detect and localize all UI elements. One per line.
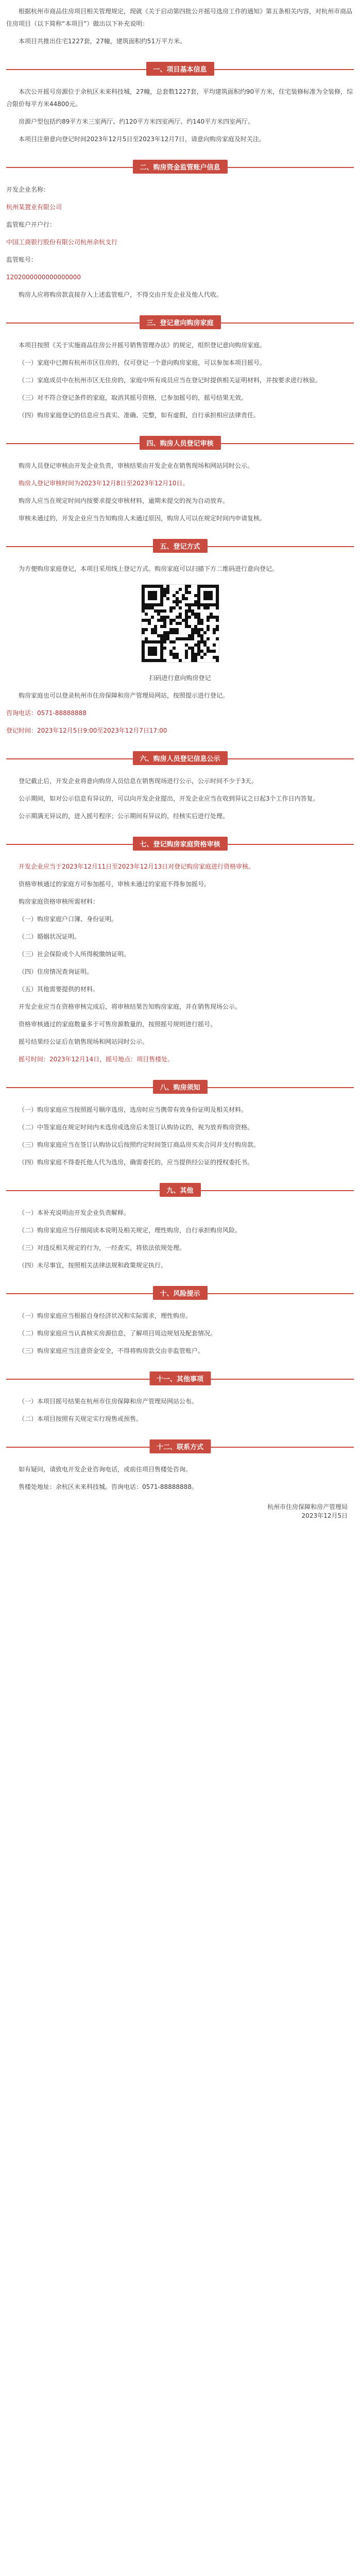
section-header (6, 1077, 354, 1097)
qr-module (207, 637, 210, 640)
qr-module (179, 606, 182, 609)
qr-module (185, 656, 188, 659)
qr-module (163, 647, 166, 650)
section-header (6, 433, 354, 453)
qr-module (213, 650, 216, 653)
section-title: 九、其他 (159, 1183, 200, 1197)
section-title: 七、登记购房家庭资格审核 (132, 837, 227, 851)
section-paragraph: 监管账号： (6, 256, 38, 263)
section-paragraph: 公示期满无异议的，进入摇号程序；公示期间有异议的，经核实后进行处理。 (19, 812, 229, 820)
qr-module (179, 588, 182, 591)
section-title: 三、登记意向购房家庭 (139, 315, 220, 329)
section-paragraph: 购房人员登记审核由开发企业负责，审核结果由开发企业在销售现场和网站同时公示。 (19, 462, 254, 469)
qr-module (145, 628, 148, 631)
section-header (6, 1436, 354, 1457)
qr-module (216, 637, 219, 640)
section-paragraph: （二）中签家庭在规定时间内未选房或选房后未签订认购协议的，视为放弃购房资格。 (19, 1124, 254, 1131)
qr-module (194, 659, 197, 662)
qr-module (213, 631, 216, 634)
qr-module (210, 597, 213, 600)
qr-module (203, 631, 207, 634)
section-header (6, 157, 354, 177)
section-title: 五、登记方式 (152, 539, 207, 553)
qr-module (179, 622, 182, 625)
qr-module (188, 616, 191, 619)
section-paragraph: （四）未尽事宜，按照相关法律法规和政策规定执行。 (19, 1262, 167, 1269)
section-paragraph: （五）其他需要提供的材料。 (19, 986, 99, 993)
qr-module (179, 600, 182, 603)
section-paragraph: 公示期间，如对公示信息有异议的，可以向开发企业提出，开发企业应当在收到异议之日起3个工作日内答复。 (19, 795, 319, 802)
section-paragraph: 售楼处地址：余杭区未来科技城。咨询电话：0571-88888888。 (19, 1483, 198, 1490)
section-header (6, 536, 354, 556)
qr-module (213, 643, 216, 647)
section-paragraph: 本项目注册意向登记时间2023年12月5日至2023年12月7日，请意向购房家庭及时关注。 (19, 135, 265, 143)
page-root (0, 5, 360, 2576)
section-header (6, 1180, 354, 1200)
intro-paragraph-2: 本项目共推出住宅1227套，27幢，建筑面积约51万平方米。 (19, 38, 186, 45)
qr-module (154, 597, 157, 600)
section-paragraph: 杭州某置业有限公司 (6, 204, 62, 211)
contact-phone: 咨询电话：0571-88888888 (6, 709, 87, 717)
content (0, 5, 360, 1524)
section-paragraph: （二）家庭成员中在杭州市区无住房的，家庭中所有成员应当在登记时提供相关证明材料，并按要求进行核验。 (19, 377, 322, 384)
section-title: 八、购房须知 (152, 1080, 207, 1094)
footer-date: 2023年12月5日 (301, 1512, 348, 1519)
section-paragraph: （四）购房家庭不得委托他人代为选房，确需委托的，应当提供经公证的授权委托书。 (19, 1159, 254, 1166)
registration-time: 登记时间：2023年12月5日9:00至2023年12月7日17:00 (6, 727, 167, 734)
section-paragraph: 开发企业应当于2023年12月11日至2023年12月13日对登记购房家庭进行资格审核。 (19, 863, 255, 870)
section-paragraph: 如有疑问，请致电开发企业咨询电话，或前往项目售楼处咨询。 (19, 1466, 192, 1473)
qr-module (163, 625, 166, 628)
qr-wrap (6, 584, 354, 663)
qr-module (145, 613, 148, 616)
section-paragraph: （二）购房家庭应当认真核实房源信息，了解项目周边规划及配套情况。 (19, 1330, 217, 1337)
qr-module (216, 628, 219, 631)
qr-module (176, 631, 179, 634)
section-paragraph: （四）住房情况查询证明。 (19, 968, 93, 975)
section-paragraph: （二）购房家庭应当仔细阅读本说明及相关规定，理性购房，自行承担购房风险。 (19, 1227, 242, 1234)
qr-module (173, 640, 176, 643)
section-paragraph: （三）对不符合登记条件的家庭，取消其摇号资格，已参加摇号的，摇号结果无效。 (19, 394, 248, 401)
qr-module (163, 659, 166, 662)
section-paragraph: 资格审核通过的家庭方可参加摇号，审核未通过的家庭不得参加摇号。 (19, 880, 211, 888)
qr-module (160, 603, 163, 606)
qr-module (197, 606, 200, 609)
section-paragraph: （一）购房家庭应当根据自身经济状况和实际需求，理性购房。 (19, 1312, 192, 1319)
qr-module (148, 622, 151, 625)
section-title: 二、购房资金监管账户信息 (132, 160, 227, 174)
qr-module (176, 591, 179, 594)
section-header (6, 312, 354, 333)
qr-caption: 扫码进行意向购房登记 (149, 674, 211, 682)
section-paragraph: 购房人登记审核时间为2023年12月8日至2023年12月10日。 (19, 480, 189, 487)
section-header (6, 834, 354, 854)
qr-code[interactable] (141, 584, 219, 663)
intro-paragraph: 根据杭州市商品住房项目相关管理规定，现就《关于启动第四批公开摇号选房工作的通知》第五条相关内容，对杭州市商品住房项目（以下简称“本项目”）做出以下补充说明： (6, 8, 353, 27)
section-paragraph: 审核未通过的，开发企业应当告知购房人未通过原因，购房人可以在规定时间内申请复核。 (19, 515, 266, 522)
section-paragraph: 房源户型包括约89平方米三室两厅、约120平方米四室两厅、约140平方米四室两厅。 (19, 118, 254, 125)
qr-module (173, 606, 176, 609)
section-paragraph: （一）家庭中已拥有杭州市区住房的，仅可登记一个意向购房家庭，可以参加本项目摇号。 (19, 359, 266, 366)
section-title: 四、购房人员登记审核 (139, 436, 220, 450)
footer (6, 1498, 354, 1524)
qr-module (216, 619, 219, 622)
section-paragraph: 购房人应将购房款直接存入上述监管账户，不得交由开发企业及他人代收。 (19, 291, 223, 298)
qr-module (191, 637, 194, 640)
section-paragraph: 摇号结果经公证后在销售现场和网站同时公示。 (19, 1038, 149, 1045)
section-paragraph: 本次公开摇号房源位于余杭区未来科技城，27幢，总套数1227套，平均建筑面积约90平方米，住宅装修标准为全装修，综合限价每平方米44800元。 (6, 88, 353, 108)
section-paragraph: （二）本项目按照有关规定实行现售或预售。 (19, 1415, 143, 1422)
section-paragraph: （一）购房家庭户口簿、身份证明。 (19, 916, 118, 923)
section-paragraph: 中国工商银行股份有限公司杭州余杭支行 (6, 239, 118, 246)
section-paragraph: （一）本项目摇号结果在杭州市住房保障和房产管理局网站公布。 (19, 1398, 198, 1405)
section-paragraph: 为方便购房家庭登记，本项目采用线上登记方式。购房家庭可以扫描下方二维码进行意向登记。 (19, 565, 279, 572)
qr-module (151, 616, 154, 619)
qr-module (207, 628, 210, 631)
qr-module (166, 597, 169, 600)
qr-module (185, 597, 188, 600)
footer-org: 杭州市住房保障和房产管理局 (267, 1503, 348, 1511)
section-paragraph: （三）社会保险或个人所得税缴纳证明。 (19, 951, 130, 958)
qr-module (163, 640, 166, 643)
qr-module (166, 591, 169, 594)
qr-module (207, 606, 210, 609)
qr-module (173, 647, 176, 650)
section-paragraph: 购房家庭也可以登录杭州市住房保障和房产管理局网站，按照提示进行登记。 (19, 692, 229, 699)
qr-module (154, 653, 157, 656)
section-header (6, 59, 354, 79)
section-paragraph: （二）婚姻状况证明。 (19, 933, 81, 940)
section-paragraph: 登记截止后，开发企业将意向购房人员信息在销售现场进行公示，公示时间不少于3天。 (19, 777, 258, 785)
qr-module (179, 659, 182, 662)
qr-module (188, 585, 191, 588)
qr-module (216, 659, 219, 662)
section-header (6, 1368, 354, 1389)
qr-module (142, 631, 145, 634)
qr-module (188, 591, 191, 594)
section-title: 十一、其他事项 (149, 1371, 211, 1385)
section-title: 六、购房人员登记信息公示 (132, 751, 227, 765)
section-paragraph: 1202000000000000000 (6, 274, 81, 281)
qr-module (169, 622, 173, 625)
section-title: 十二、联系方式 (149, 1439, 211, 1453)
qr-module (207, 619, 210, 622)
section-paragraph: （一）本补充说明由开发企业负责解释。 (19, 1209, 130, 1216)
section-paragraph: 开发企业名称： (6, 186, 50, 193)
section-header (6, 748, 354, 769)
section-paragraph: （三）对违反相关规定的行为，一经查实，将依法依规处理。 (19, 1244, 186, 1251)
qr-module (200, 622, 203, 625)
section-title: 一、项目基本信息 (146, 62, 214, 76)
section-paragraph: 购房人应当在规定时间内按要求提交审核材料，逾期未提交的视为自动放弃。 (19, 497, 229, 504)
section-paragraph: （四）购房家庭登记的信息应当真实、准确、完整，如有虚假，自行承担相应法律责任。 (19, 412, 260, 419)
qr-module (169, 609, 173, 613)
section-paragraph: 摇号时间：2023年12月14日，摇号地点：项目售楼处。 (19, 1056, 174, 1063)
section-paragraph: （一）购房家庭应当按照摇号顺序选房，选房时应当携带有效身份证明及相关材料。 (19, 1106, 248, 1113)
qr-module (163, 609, 166, 613)
section-paragraph: 监管账户开户行： (6, 221, 56, 228)
section-paragraph: 购房家庭资格审核所需材料： (19, 898, 99, 905)
section-paragraph: （三）购房家庭应当注意资金安全，不得将购房款交由非监管账户。 (19, 1347, 204, 1354)
section-title: 十、风险提示 (152, 1286, 207, 1300)
section-paragraph: 开发企业应当在资格审核完成后，将审核结果告知购房家庭，并在销售现场公示。 (19, 1003, 242, 1010)
section-header (6, 1283, 354, 1303)
section-paragraph: （三）购房家庭应当在签订认购协议后按照约定时间签订商品房买卖合同并支付购房款。 (19, 1141, 260, 1148)
qr-module (203, 653, 207, 656)
qr-module (216, 606, 219, 609)
qr-module (200, 656, 203, 659)
section-paragraph: 本项目按照《关于实施商品住房公开摇号销售管理办法》的规定，组织登记意向购房家庭。 (19, 342, 266, 349)
section-paragraph: 资格审核通过的家庭数量多于可售房源数量的，按照摇号规则进行摇号。 (19, 1021, 217, 1028)
